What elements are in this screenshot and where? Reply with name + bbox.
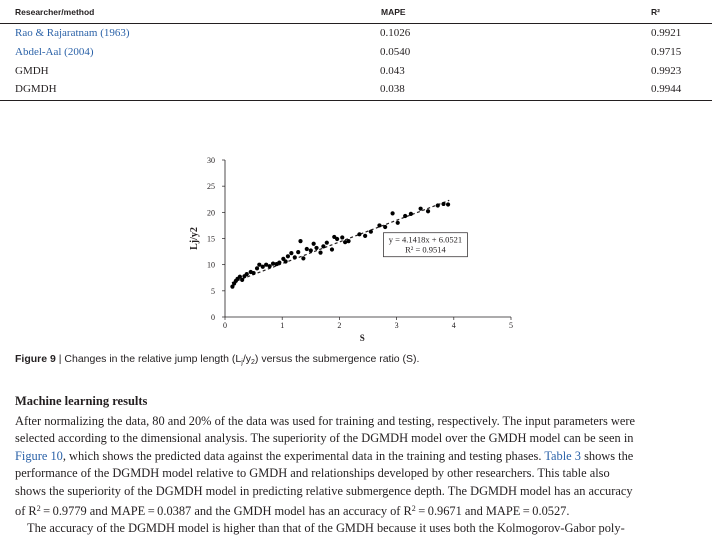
table-3-link[interactable]: Table 3 <box>544 448 581 463</box>
data-point <box>446 202 450 206</box>
text-span: = 0.9779 and MAPE = 0.0387 and the GMDH model has an accuracy of R <box>40 504 412 519</box>
data-point <box>419 207 423 211</box>
x-tick-label: 5 <box>509 321 513 330</box>
caption-subscript: 2 <box>251 359 255 366</box>
data-point <box>284 259 288 263</box>
method-name: DGMDH <box>15 83 57 95</box>
text-line <box>15 500 705 520</box>
data-point <box>325 241 329 245</box>
text-line: The accuracy of the DGMDH model is higher than that of the GMDH because it uses both the Kolmogorov-Gabor poly- <box>27 521 625 536</box>
x-tick-labels <box>223 321 513 330</box>
y-tick-label: 0 <box>211 313 215 322</box>
caption-separator: | <box>55 353 65 365</box>
data-point <box>441 202 445 206</box>
data-point <box>363 234 367 238</box>
x-tick-label: 2 <box>337 321 342 330</box>
equation-label: y = 4.1418x + 6.0521 <box>388 234 463 245</box>
data-point <box>403 214 407 218</box>
text-line <box>15 448 705 465</box>
data-point <box>298 239 302 243</box>
text-span: = 0.9671 and MAPE = 0.0527. <box>415 504 570 519</box>
data-point <box>396 221 400 225</box>
text-span: of R <box>15 504 37 519</box>
y-tick-label: 10 <box>207 260 215 270</box>
x-tick-label: 3 <box>394 321 399 330</box>
x-axis-label: S <box>359 333 365 343</box>
data-point <box>335 237 339 241</box>
regression-equation-box <box>383 233 467 257</box>
data-point <box>268 264 272 268</box>
figure-number: Figure 9 <box>15 353 56 365</box>
data-point <box>390 211 394 215</box>
x-tick-label: 1 <box>280 321 285 330</box>
data-point <box>357 232 361 236</box>
data-point <box>314 246 318 250</box>
data-point <box>305 247 309 251</box>
caption-text: Changes in the relative jump length (L <box>64 353 242 365</box>
figure-10-link[interactable]: Figure 10 <box>15 448 63 463</box>
r2-value: 0.9923 <box>651 65 682 77</box>
table-row <box>0 43 714 62</box>
mape-value: 0.1026 <box>380 27 411 39</box>
data-point <box>309 248 313 252</box>
y-axis-label: Lj/y2 <box>189 227 200 250</box>
header-method: Researcher/method <box>15 7 95 17</box>
table-row <box>0 80 714 99</box>
data-point <box>301 256 305 260</box>
y-tick-labels <box>207 156 215 322</box>
table-bottom-rule <box>0 100 712 101</box>
x-tick-label: 4 <box>451 321 456 330</box>
data-point <box>318 251 322 255</box>
superscript: 2 <box>36 504 41 514</box>
text-line: selected according to the dimensional analysis. The superiority of the DGMDH model over the GMDH model can be seen in <box>15 431 634 446</box>
data-point <box>240 278 244 282</box>
data-point <box>369 230 373 234</box>
data-point <box>340 235 344 239</box>
scatter-chart <box>170 150 530 350</box>
data-point <box>377 223 381 227</box>
citation-link[interactable]: Rao & Rajaratnam (1963) <box>15 27 130 39</box>
caption-text: /y <box>242 353 251 365</box>
text-span: , which shows the predicted data against the experimental data in the training and testing phases. <box>62 448 545 463</box>
citation-link[interactable]: Abdel-Aal (2004) <box>15 46 94 58</box>
text-line: After normalizing the data, 80 and 20% of the data was used for training and testing, respectively. The input parameters were <box>15 414 636 428</box>
table-row <box>0 62 714 81</box>
mape-value: 0.0540 <box>380 46 411 58</box>
r2-value: 0.9715 <box>651 46 682 58</box>
r2-label: R² = 0.9514 <box>405 244 446 255</box>
text-line: shows the superiority of the DGMDH model in predicting relative submergence depth. The DGMDH model has an accuracy <box>15 483 633 498</box>
y-tick-label: 25 <box>207 182 215 192</box>
y-tick-label: 15 <box>207 234 215 244</box>
data-point <box>293 255 297 259</box>
section-heading: Machine learning results <box>15 394 148 408</box>
figure-9 <box>0 150 714 360</box>
r2-value: 0.9944 <box>651 83 682 95</box>
mape-value: 0.038 <box>380 83 405 95</box>
body-paragraphs <box>15 413 705 538</box>
data-point <box>330 247 334 251</box>
data-point <box>426 209 430 213</box>
y-tick-label: 30 <box>207 156 215 165</box>
data-point <box>409 212 413 216</box>
data-point <box>346 239 350 243</box>
data-point <box>289 251 293 255</box>
text-span: shows the <box>580 448 634 463</box>
data-point <box>436 203 440 207</box>
figure-caption <box>15 353 419 366</box>
data-point <box>286 254 290 258</box>
y-tick-label: 20 <box>207 208 215 218</box>
method-name: GMDH <box>15 65 49 77</box>
data-point <box>252 271 256 275</box>
y-tick-label: 5 <box>211 286 215 296</box>
caption-text: ) versus the submergence ratio (S). <box>254 353 420 365</box>
data-point <box>321 244 325 248</box>
mape-value: 0.043 <box>380 65 405 77</box>
data-point <box>277 260 281 264</box>
table-row <box>0 24 714 43</box>
superscript: 2 <box>411 504 416 514</box>
x-tick-label: 0 <box>223 321 227 330</box>
data-point <box>383 225 387 229</box>
data-point <box>255 266 259 270</box>
r2-value: 0.9921 <box>651 27 682 39</box>
data-point <box>312 242 316 246</box>
data-point <box>245 272 249 276</box>
text-line: performance of the DGMDH model relative to GMDH and relationships developed by other researchers. This table also <box>15 466 610 481</box>
data-point <box>296 250 300 254</box>
header-mape: MAPE <box>381 7 406 17</box>
header-r2: R² <box>651 7 660 17</box>
caption-subscript: j <box>241 359 243 366</box>
